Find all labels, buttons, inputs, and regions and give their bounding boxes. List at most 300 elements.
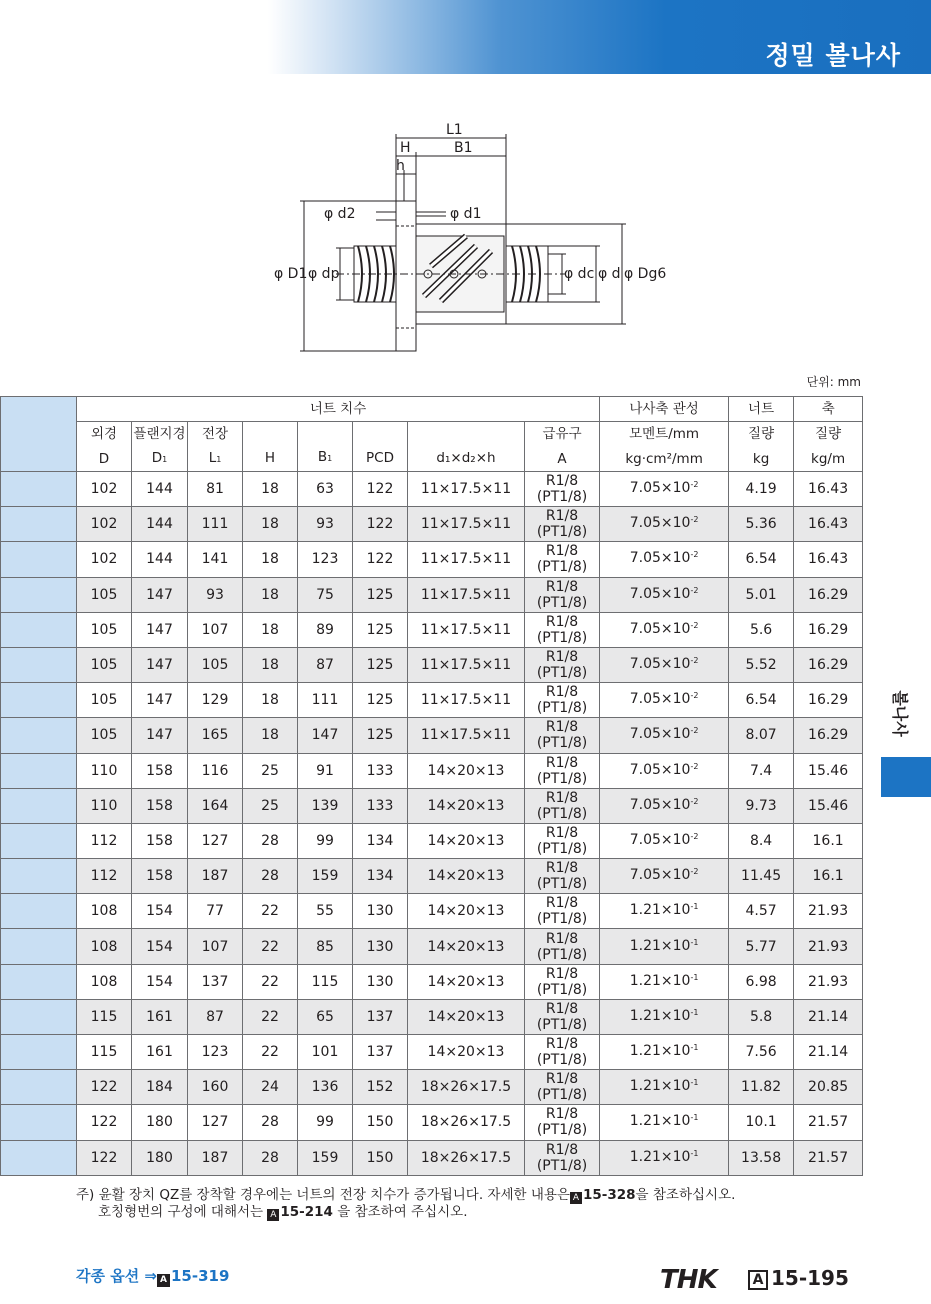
cell-b1: 75	[298, 577, 353, 612]
table-corner	[1, 397, 77, 472]
cell-d: 115	[77, 999, 132, 1034]
cell-oil-hole: R1/8 (PT1/8)	[525, 542, 600, 577]
cell-d1: 147	[132, 612, 188, 647]
cell-oil-hole: R1/8 (PT1/8)	[525, 1070, 600, 1105]
cell-moment: $1.21\times 10^{-1}$	[600, 929, 729, 964]
cell-b1: 111	[298, 683, 353, 718]
label-Dg6: φ Dg6	[624, 266, 667, 282]
label-dc: φ dc	[564, 266, 595, 282]
cell-d1: 158	[132, 788, 188, 823]
label-d1: φ d1	[450, 206, 482, 222]
cell-shaft-mass: 21.14	[794, 999, 863, 1034]
cell-h: 22	[243, 1035, 298, 1070]
cell-nut-mass: 5.6	[729, 612, 794, 647]
cell-oil-hole: R1/8 (PT1/8)	[525, 683, 600, 718]
cell-holes: 14×20×13	[408, 999, 525, 1034]
cell-h: 28	[243, 823, 298, 858]
cell-nut-mass: 6.54	[729, 683, 794, 718]
cell-d: 115	[77, 1035, 132, 1070]
row-model-cell	[1, 929, 77, 964]
cell-d: 105	[77, 577, 132, 612]
cell-h: 22	[243, 999, 298, 1034]
label-D1: φ D1	[274, 266, 308, 282]
cell-shaft-mass: 21.93	[794, 964, 863, 999]
cell-nut-mass: 6.54	[729, 542, 794, 577]
cell-l1: 107	[188, 929, 243, 964]
table-row	[1, 1140, 863, 1175]
cell-l1: 160	[188, 1070, 243, 1105]
table-row	[1, 542, 863, 577]
table-row	[1, 788, 863, 823]
cell-oil-hole: R1/8 (PT1/8)	[525, 753, 600, 788]
header-B1: B1	[298, 422, 353, 472]
thk-logo: THK	[660, 1265, 717, 1295]
cell-b1: 99	[298, 1105, 353, 1140]
cell-h: 18	[243, 472, 298, 507]
cell-d1: 161	[132, 999, 188, 1034]
cell-b1: 115	[298, 964, 353, 999]
cell-pcd: 125	[353, 683, 408, 718]
cell-oil-hole: R1/8 (PT1/8)	[525, 929, 600, 964]
cell-l1: 107	[188, 612, 243, 647]
cell-nut-mass: 11.82	[729, 1070, 794, 1105]
cell-h: 28	[243, 859, 298, 894]
table-row	[1, 718, 863, 753]
cell-pcd: 150	[353, 1140, 408, 1175]
cell-d1: 158	[132, 859, 188, 894]
row-model-cell	[1, 999, 77, 1034]
header-shaft-mass-unit: kg/m	[794, 447, 863, 472]
cell-d1: 147	[132, 718, 188, 753]
cell-moment: $7.05\times 10^{-2}$	[600, 542, 729, 577]
cell-moment: $7.05\times 10^{-2}$	[600, 507, 729, 542]
cell-moment: $1.21\times 10^{-1}$	[600, 964, 729, 999]
cell-pcd: 130	[353, 894, 408, 929]
cell-moment: $7.05\times 10^{-2}$	[600, 859, 729, 894]
cell-holes: 14×20×13	[408, 859, 525, 894]
cell-moment: $7.05\times 10^{-2}$	[600, 823, 729, 858]
cell-pcd: 134	[353, 859, 408, 894]
cell-d: 108	[77, 964, 132, 999]
cell-d: 108	[77, 929, 132, 964]
cell-pcd: 125	[353, 577, 408, 612]
cell-b1: 65	[298, 999, 353, 1034]
cell-d: 105	[77, 683, 132, 718]
cell-h: 25	[243, 753, 298, 788]
cell-l1: 165	[188, 718, 243, 753]
cell-holes: 11×17.5×11	[408, 577, 525, 612]
row-model-cell	[1, 647, 77, 682]
cell-moment: $7.05\times 10^{-2}$	[600, 753, 729, 788]
cell-l1: 77	[188, 894, 243, 929]
header-D-symbol: D	[77, 447, 132, 472]
cell-holes: 14×20×13	[408, 929, 525, 964]
cell-shaft-mass: 21.14	[794, 1035, 863, 1070]
cell-moment: $7.05\times 10^{-2}$	[600, 612, 729, 647]
page-number: A 15-195	[748, 1266, 849, 1290]
cell-nut-mass: 5.77	[729, 929, 794, 964]
cell-holes: 14×20×13	[408, 788, 525, 823]
cell-pcd: 122	[353, 472, 408, 507]
header-moment-2: 모멘트/mm	[600, 422, 729, 447]
cell-shaft-mass: 16.43	[794, 542, 863, 577]
table-body	[1, 472, 863, 1176]
cell-shaft-mass: 21.57	[794, 1140, 863, 1175]
note-line-1: 주) 윤활 장치 QZ를 장착할 경우에는 너트의 전장 치수가 증가됩니다. 자세한 내용은 A 15-328을 참조하십시오.	[76, 1187, 736, 1203]
cell-b1: 139	[298, 788, 353, 823]
cell-l1: 164	[188, 788, 243, 823]
cell-shaft-mass: 16.29	[794, 577, 863, 612]
header-nut-mass-unit: kg	[729, 447, 794, 472]
cell-l1: 123	[188, 1035, 243, 1070]
cell-moment: $1.21\times 10^{-1}$	[600, 999, 729, 1034]
cell-holes: 14×20×13	[408, 823, 525, 858]
cell-h: 28	[243, 1140, 298, 1175]
cell-shaft-mass: 15.46	[794, 753, 863, 788]
cell-moment: $7.05\times 10^{-2}$	[600, 718, 729, 753]
cell-h: 25	[243, 788, 298, 823]
cell-b1: 93	[298, 507, 353, 542]
cell-holes: 11×17.5×11	[408, 718, 525, 753]
header-nut-dimensions: 너트 치수	[77, 397, 600, 422]
row-model-cell	[1, 1105, 77, 1140]
cell-holes: 14×20×13	[408, 753, 525, 788]
cell-pcd: 152	[353, 1070, 408, 1105]
cell-moment: $7.05\times 10^{-2}$	[600, 788, 729, 823]
cell-b1: 123	[298, 542, 353, 577]
cell-pcd: 122	[353, 507, 408, 542]
table-row	[1, 1070, 863, 1105]
label-h: h	[396, 158, 405, 174]
cell-h: 18	[243, 507, 298, 542]
cell-holes: 11×17.5×11	[408, 472, 525, 507]
note-ref-1[interactable]: 15-328	[582, 1187, 636, 1203]
cell-b1: 55	[298, 894, 353, 929]
cell-oil-hole: R1/8 (PT1/8)	[525, 577, 600, 612]
table-row	[1, 859, 863, 894]
cell-nut-mass: 10.1	[729, 1105, 794, 1140]
cell-pcd: 133	[353, 753, 408, 788]
header-holes: d₁×d₂×h	[408, 422, 525, 472]
cell-b1: 159	[298, 859, 353, 894]
cell-pcd: 125	[353, 612, 408, 647]
header-flange-dia: 플랜지경	[132, 422, 188, 447]
cell-moment: $7.05\times 10^{-2}$	[600, 683, 729, 718]
cell-d: 110	[77, 753, 132, 788]
cell-oil-hole: R1/8 (PT1/8)	[525, 472, 600, 507]
cell-oil-hole: R1/8 (PT1/8)	[525, 1105, 600, 1140]
cell-oil-hole: R1/8 (PT1/8)	[525, 1035, 600, 1070]
cell-d: 122	[77, 1140, 132, 1175]
table-row	[1, 753, 863, 788]
row-model-cell	[1, 823, 77, 858]
row-model-cell	[1, 788, 77, 823]
header-H: H	[243, 422, 298, 472]
label-H: H	[400, 140, 411, 156]
header-outer-dia: 외경	[77, 422, 132, 447]
cell-holes: 18×26×17.5	[408, 1140, 525, 1175]
cell-d1: 154	[132, 964, 188, 999]
cell-oil-hole: R1/8 (PT1/8)	[525, 1140, 600, 1175]
cell-shaft-mass: 21.57	[794, 1105, 863, 1140]
cell-b1: 91	[298, 753, 353, 788]
cell-d: 102	[77, 542, 132, 577]
cell-b1: 159	[298, 1140, 353, 1175]
cell-pcd: 130	[353, 929, 408, 964]
label-d: φ d	[598, 266, 621, 282]
cell-moment: $7.05\times 10^{-2}$	[600, 472, 729, 507]
cell-holes: 11×17.5×11	[408, 683, 525, 718]
cell-shaft-mass: 16.1	[794, 823, 863, 858]
cell-nut-mass: 9.73	[729, 788, 794, 823]
table-row	[1, 1105, 863, 1140]
cell-pcd: 125	[353, 647, 408, 682]
cell-holes: 18×26×17.5	[408, 1070, 525, 1105]
cell-pcd: 122	[353, 542, 408, 577]
cell-d: 108	[77, 894, 132, 929]
cell-h: 28	[243, 1105, 298, 1140]
cell-oil-hole: R1/8 (PT1/8)	[525, 612, 600, 647]
cell-d: 102	[77, 472, 132, 507]
header-bar	[268, 0, 931, 74]
label-B1: B1	[454, 140, 473, 156]
page-title: 정밀 볼나사	[765, 41, 901, 70]
cell-l1: 129	[188, 683, 243, 718]
spec-table	[0, 396, 863, 1176]
header-D1-symbol: D1	[132, 447, 188, 472]
header-nut-mass-1: 너트	[729, 397, 794, 422]
note-line-2: 호칭형번의 구성에 대해서는 A 15-214 을 참조하여 주십시오.	[98, 1204, 468, 1220]
cell-b1: 136	[298, 1070, 353, 1105]
table-row	[1, 472, 863, 507]
note-ref-2[interactable]: 15-214	[280, 1204, 333, 1220]
row-model-cell	[1, 753, 77, 788]
cell-d: 105	[77, 718, 132, 753]
cell-h: 18	[243, 647, 298, 682]
cell-d1: 158	[132, 823, 188, 858]
cell-pcd: 137	[353, 999, 408, 1034]
cell-d1: 147	[132, 577, 188, 612]
cell-d1: 154	[132, 929, 188, 964]
cell-moment: $7.05\times 10^{-2}$	[600, 647, 729, 682]
cell-l1: 87	[188, 999, 243, 1034]
cell-moment: $1.21\times 10^{-1}$	[600, 1070, 729, 1105]
label-d2: φ d2	[324, 206, 356, 222]
cell-b1: 101	[298, 1035, 353, 1070]
cell-b1: 87	[298, 647, 353, 682]
header-nut-mass-2: 질량	[729, 422, 794, 447]
cell-l1: 127	[188, 823, 243, 858]
side-section-tab[interactable]	[881, 757, 931, 797]
row-model-cell	[1, 1035, 77, 1070]
cell-shaft-mass: 16.29	[794, 647, 863, 682]
cell-nut-mass: 8.07	[729, 718, 794, 753]
cell-holes: 11×17.5×11	[408, 612, 525, 647]
cell-nut-mass: 5.36	[729, 507, 794, 542]
cell-oil-hole: R1/8 (PT1/8)	[525, 718, 600, 753]
header-oil-hole: 급유구	[525, 422, 600, 447]
cell-nut-mass: 5.8	[729, 999, 794, 1034]
cell-moment: $1.21\times 10^{-1}$	[600, 1105, 729, 1140]
table-row	[1, 612, 863, 647]
cell-shaft-mass: 20.85	[794, 1070, 863, 1105]
cell-nut-mass: 7.4	[729, 753, 794, 788]
cell-holes: 11×17.5×11	[408, 542, 525, 577]
cell-d: 112	[77, 823, 132, 858]
cell-oil-hole: R1/8 (PT1/8)	[525, 964, 600, 999]
cell-d1: 147	[132, 647, 188, 682]
cell-l1: 137	[188, 964, 243, 999]
cell-oil-hole: R1/8 (PT1/8)	[525, 647, 600, 682]
cell-shaft-mass: 16.43	[794, 507, 863, 542]
cell-b1: 147	[298, 718, 353, 753]
cell-oil-hole: R1/8 (PT1/8)	[525, 859, 600, 894]
cell-nut-mass: 13.58	[729, 1140, 794, 1175]
cell-d: 102	[77, 507, 132, 542]
cell-b1: 85	[298, 929, 353, 964]
table-row	[1, 577, 863, 612]
cell-h: 22	[243, 964, 298, 999]
cell-l1: 141	[188, 542, 243, 577]
cell-d1: 184	[132, 1070, 188, 1105]
header-overall-length: 전장	[188, 422, 243, 447]
cell-nut-mass: 6.98	[729, 964, 794, 999]
header-shaft-mass-1: 축	[794, 397, 863, 422]
cell-d: 112	[77, 859, 132, 894]
cell-shaft-mass: 16.29	[794, 683, 863, 718]
cell-d1: 147	[132, 683, 188, 718]
cell-l1: 93	[188, 577, 243, 612]
cell-shaft-mass: 15.46	[794, 788, 863, 823]
cell-d: 110	[77, 788, 132, 823]
cell-holes: 11×17.5×11	[408, 647, 525, 682]
cell-l1: 116	[188, 753, 243, 788]
cell-d1: 154	[132, 894, 188, 929]
cell-b1: 63	[298, 472, 353, 507]
side-section-label: 볼나사	[890, 690, 910, 737]
cell-moment: $1.21\times 10^{-1}$	[600, 1035, 729, 1070]
table-row	[1, 683, 863, 718]
cell-nut-mass: 7.56	[729, 1035, 794, 1070]
cell-d: 122	[77, 1070, 132, 1105]
row-model-cell	[1, 964, 77, 999]
cell-shaft-mass: 16.29	[794, 718, 863, 753]
cell-nut-mass: 4.57	[729, 894, 794, 929]
cell-d: 105	[77, 612, 132, 647]
cell-nut-mass: 11.45	[729, 859, 794, 894]
cell-h: 24	[243, 1070, 298, 1105]
row-model-cell	[1, 894, 77, 929]
cell-moment: $1.21\times 10^{-1}$	[600, 894, 729, 929]
cell-pcd: 134	[353, 823, 408, 858]
cell-pcd: 125	[353, 718, 408, 753]
cell-nut-mass: 5.52	[729, 647, 794, 682]
cell-h: 18	[243, 542, 298, 577]
cell-nut-mass: 5.01	[729, 577, 794, 612]
cell-h: 18	[243, 612, 298, 647]
table-row	[1, 964, 863, 999]
cell-h: 22	[243, 894, 298, 929]
cell-nut-mass: 8.4	[729, 823, 794, 858]
ball-screw-diagram	[266, 116, 686, 356]
cell-oil-hole: R1/8 (PT1/8)	[525, 823, 600, 858]
cell-pcd: 133	[353, 788, 408, 823]
cell-d1: 161	[132, 1035, 188, 1070]
cell-pcd: 137	[353, 1035, 408, 1070]
cell-d1: 158	[132, 753, 188, 788]
footer-options-link[interactable]: 각종 옵션 ⇒ A 15-319	[76, 1267, 230, 1285]
cell-l1: 105	[188, 647, 243, 682]
row-model-cell	[1, 1140, 77, 1175]
cell-oil-hole: R1/8 (PT1/8)	[525, 999, 600, 1034]
row-model-cell	[1, 718, 77, 753]
cell-h: 22	[243, 929, 298, 964]
cell-b1: 99	[298, 823, 353, 858]
cell-shaft-mass: 16.1	[794, 859, 863, 894]
cell-l1: 187	[188, 1140, 243, 1175]
cell-holes: 14×20×13	[408, 1035, 525, 1070]
cell-oil-hole: R1/8 (PT1/8)	[525, 507, 600, 542]
cell-pcd: 130	[353, 964, 408, 999]
cell-d1: 144	[132, 542, 188, 577]
header-oil-symbol: A	[525, 447, 600, 472]
cell-holes: 11×17.5×11	[408, 507, 525, 542]
row-model-cell	[1, 1070, 77, 1105]
cell-l1: 81	[188, 472, 243, 507]
ref-box-icon: A	[157, 1274, 170, 1287]
table-row	[1, 999, 863, 1034]
table-row	[1, 507, 863, 542]
cell-l1: 111	[188, 507, 243, 542]
table-row	[1, 1035, 863, 1070]
cell-moment: $1.21\times 10^{-1}$	[600, 1140, 729, 1175]
cell-l1: 127	[188, 1105, 243, 1140]
row-model-cell	[1, 683, 77, 718]
cell-d: 105	[77, 647, 132, 682]
unit-label: 단위: mm	[806, 375, 861, 389]
label-L1: L1	[446, 122, 463, 138]
cell-d: 122	[77, 1105, 132, 1140]
header-moment-1: 나사축 관성	[600, 397, 729, 422]
cell-d1: 144	[132, 507, 188, 542]
header-PCD: PCD	[353, 422, 408, 472]
cell-d1: 180	[132, 1140, 188, 1175]
cell-oil-hole: R1/8 (PT1/8)	[525, 788, 600, 823]
header-L1-symbol: L1	[188, 447, 243, 472]
cell-d1: 180	[132, 1105, 188, 1140]
cell-b1: 89	[298, 612, 353, 647]
row-model-cell	[1, 472, 77, 507]
cell-oil-hole: R1/8 (PT1/8)	[525, 894, 600, 929]
cell-holes: 14×20×13	[408, 964, 525, 999]
cell-holes: 14×20×13	[408, 894, 525, 929]
row-model-cell	[1, 612, 77, 647]
table-row	[1, 647, 863, 682]
cell-holes: 18×26×17.5	[408, 1105, 525, 1140]
table-row	[1, 823, 863, 858]
row-model-cell	[1, 577, 77, 612]
ref-box-icon: A	[267, 1209, 279, 1221]
cell-shaft-mass: 21.93	[794, 894, 863, 929]
cell-pcd: 150	[353, 1105, 408, 1140]
header-shaft-mass-2: 질량	[794, 422, 863, 447]
cell-nut-mass: 4.19	[729, 472, 794, 507]
table-row	[1, 929, 863, 964]
table-row	[1, 894, 863, 929]
page-letter-box: A	[748, 1270, 768, 1290]
ref-box-icon: A	[570, 1192, 582, 1204]
cell-h: 18	[243, 683, 298, 718]
